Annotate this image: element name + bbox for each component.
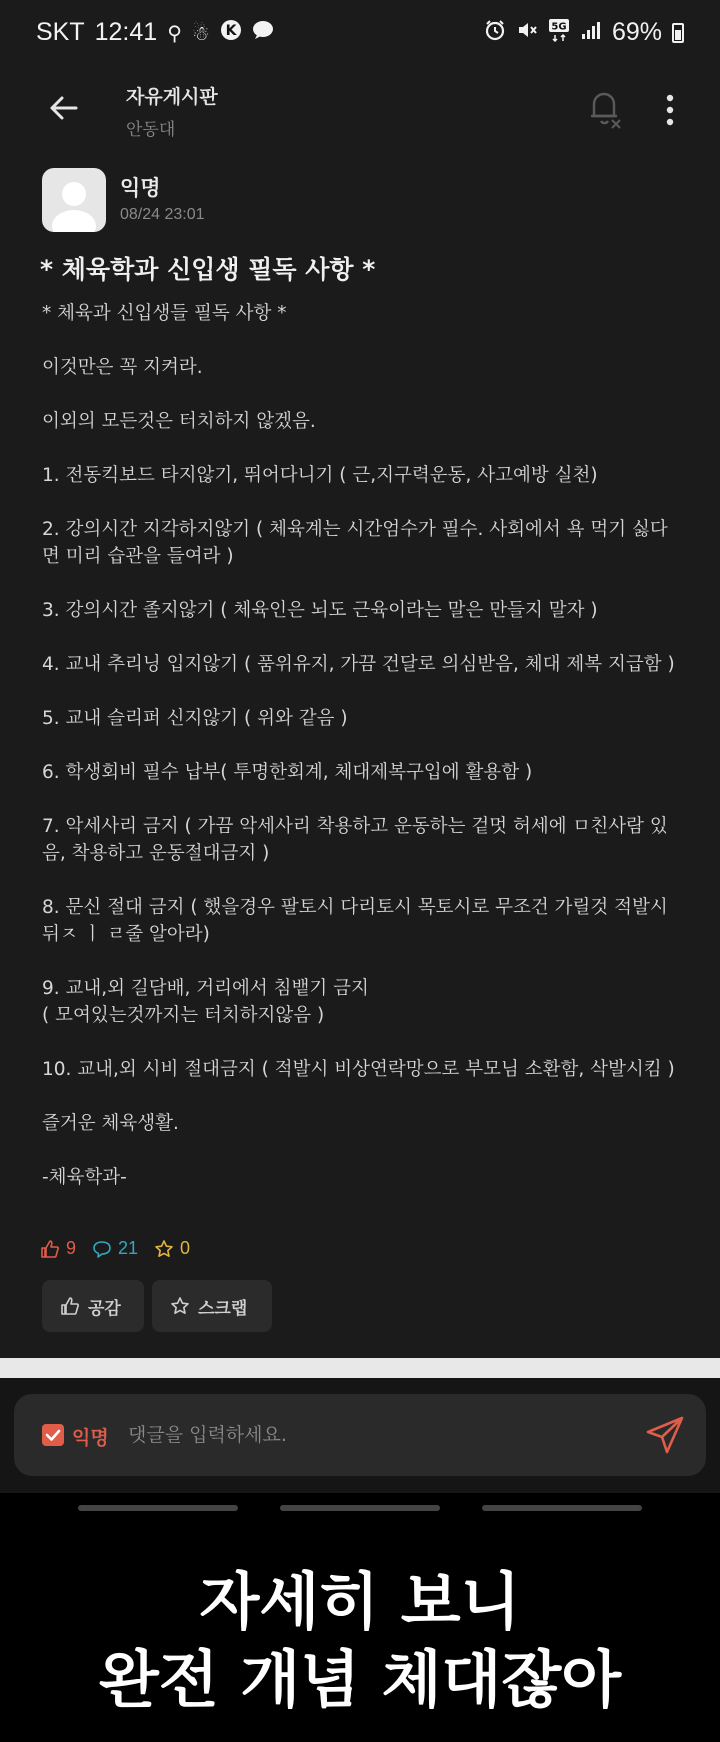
scrap-button-label: 스크랩: [198, 1298, 248, 1319]
anonymous-checkbox[interactable]: [42, 1424, 64, 1446]
scrap-button[interactable]: [152, 1280, 272, 1332]
chat-bubble-icon: [252, 20, 274, 45]
battery-percent: 69%: [611, 18, 662, 46]
star-icon: [170, 1296, 190, 1316]
check-icon: [42, 1424, 64, 1446]
back-arrow-icon: [44, 88, 84, 128]
body-paragraph: -체육학과-: [42, 1167, 127, 1188]
like-count: [40, 1238, 76, 1259]
board-header: [0, 78, 720, 148]
more-vertical-icon: [656, 90, 684, 130]
default-avatar-icon: [42, 168, 106, 232]
body-paragraph: 9. 교내,외 길담배, 거리에서 침뱉기 금지 ( 모여있는것까지는 터치하지않음 ): [42, 978, 369, 1026]
body-paragraph: 3. 강의시간 졸지않기 ( 체육인은 뇌도 근육이라는 말은 만들지 말자 ): [42, 600, 598, 621]
comment-count-value: 21: [118, 1238, 139, 1258]
like-button-label: 공감: [88, 1298, 121, 1319]
post-stats: [40, 1238, 190, 1259]
status-right: [484, 18, 684, 47]
nav-bars: [0, 1505, 720, 1513]
caption-line-1: 자세히 보니: [199, 1565, 521, 1638]
board-title: 자유게시판: [126, 86, 218, 108]
body-paragraph: 이것만은 꼭 지켜라.: [42, 357, 203, 378]
scrap-count: [154, 1238, 190, 1259]
body-paragraph: 2. 강의시간 지각하지않기 ( 체육계는 시간엄수가 필수. 사회에서 욕 먹기 싫다면 미리 습관을 들여라 ): [42, 519, 668, 567]
section-divider: [0, 1358, 720, 1378]
body-paragraph: 4. 교내 추리닝 입지않기 ( 품위유지, 가끔 건달로 의심받음, 체대 제복 지급함 ): [42, 654, 675, 675]
carrier-label: SKT: [36, 18, 85, 46]
pill-icon: ⚲: [167, 20, 182, 45]
kakao-k-icon: [220, 19, 242, 46]
star-icon: [154, 1239, 174, 1259]
svg-text:5G: 5G: [551, 21, 567, 33]
mute-icon: [516, 19, 538, 46]
nav-bar-segment: [280, 1505, 440, 1511]
body-paragraph: 8. 문신 절대 금지 ( 했을경우 팔토시 다리토시 목토시로 무조건 가릴것 적발시 뒤ㅈ ㅣ ㄹ줄 알아라): [42, 897, 668, 945]
post-actions: [42, 1280, 272, 1332]
anonymous-label[interactable]: 익명: [72, 1427, 109, 1449]
comment-box: [14, 1394, 706, 1476]
comment-icon: [92, 1239, 112, 1259]
body-paragraph: 1. 전동킥보드 타지않기, 뛰어다니기 ( 근,지구력운동, 사고예방 실천): [42, 465, 598, 486]
thumbs-up-icon: [60, 1296, 80, 1316]
like-count-value: 9: [66, 1238, 77, 1258]
post-date: 08/24 23:01: [120, 206, 205, 223]
caption-area: [0, 1493, 720, 1742]
caption-line-2: 완전 개념 체대잖아: [98, 1643, 622, 1716]
like-button[interactable]: [42, 1280, 144, 1332]
comment-count: [92, 1238, 138, 1259]
nav-bar-segment: [78, 1505, 238, 1511]
comment-input[interactable]: [128, 1416, 628, 1454]
body-paragraph: 5. 교내 슬리퍼 신지않기 ( 위와 같음 ): [42, 708, 348, 729]
status-left: [36, 18, 274, 47]
send-button[interactable]: [644, 1414, 686, 1456]
svg-text:K: K: [225, 23, 237, 39]
post-body: [42, 300, 682, 1218]
network-5g-icon: [548, 18, 570, 47]
comment-bar: [0, 1378, 720, 1493]
signal-bars-icon: [580, 19, 602, 46]
back-button[interactable]: [44, 88, 84, 128]
avatar: [42, 168, 106, 232]
post-title: * 체육학과 신입생 필독 사항 *: [40, 255, 376, 284]
scrap-count-value: 0: [180, 1238, 191, 1258]
body-paragraph: 이외의 모든것은 터치하지 않겠음.: [42, 411, 316, 432]
clock-time: 12:41: [94, 18, 158, 46]
body-paragraph: 즐거운 체육생활.: [42, 1113, 179, 1134]
board-titles: [126, 82, 218, 140]
status-bar: [0, 0, 720, 70]
body-paragraph: 6. 학생회비 필수 납부( 투명한회계, 체대제복구입에 활용함 ): [42, 762, 533, 783]
nav-bar-segment: [482, 1505, 642, 1511]
school-name: 안동대: [126, 120, 176, 140]
thumbs-up-icon: [40, 1239, 60, 1259]
alarm-icon: [484, 19, 506, 46]
meme-caption: [0, 1563, 720, 1719]
app-notification-icon: ☃: [191, 20, 210, 45]
body-paragraph: 10. 교내,외 시비 절대금지 ( 적발시 비상연락망으로 부모님 소환함, 삭발시킴 ): [42, 1059, 675, 1080]
more-options-button[interactable]: [656, 90, 684, 130]
body-paragraph: * 체육과 신입생들 필독 사항 *: [42, 303, 287, 324]
bell-off-icon: [584, 86, 624, 130]
send-icon: [644, 1414, 686, 1456]
notification-off-button[interactable]: [584, 86, 624, 130]
body-paragraph: 7. 악세사리 금지 ( 가끔 악세사리 착용하고 운동하는 겉멋 허세에 ㅁ친사람 있음, 착용하고 운동절대금지 ): [42, 816, 668, 864]
battery-icon: [672, 23, 684, 43]
author-name: 익명: [120, 176, 161, 200]
